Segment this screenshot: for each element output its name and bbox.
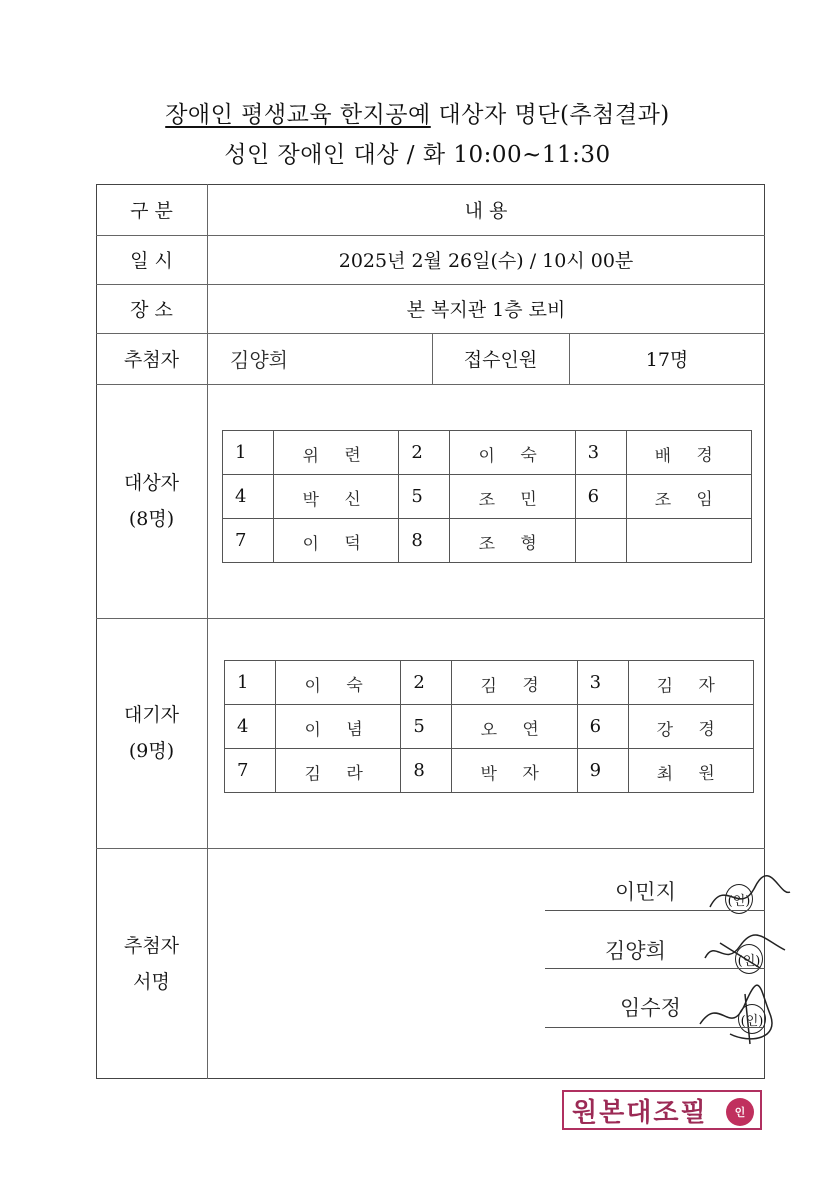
targets-grid [222, 430, 752, 563]
signature-label: 추첨자 서명 [123, 934, 180, 993]
target-number: 4 [223, 475, 274, 519]
waitlist-number: 5 [401, 705, 452, 749]
waitlist-row [225, 705, 754, 749]
waitlist-name: 김 라 [275, 747, 401, 793]
target-name: 조 민 [449, 473, 575, 519]
title-underlined: 장애인 평생교육 한지공예 [165, 102, 431, 128]
waitlist-name: 이 념 [275, 703, 401, 749]
target-number: 1 [223, 431, 274, 475]
waitlist-number: 6 [577, 705, 628, 749]
waitlist-name: 최 원 [628, 747, 754, 793]
target-row [223, 519, 752, 563]
waitlist-number: 9 [577, 749, 628, 793]
target-number [575, 519, 626, 563]
waitlist-name: 김 경 [451, 659, 577, 705]
document-title [0, 96, 835, 129]
target-row [223, 475, 752, 519]
target-name: 이 덕 [273, 517, 399, 563]
seal-mark-1: (인) [725, 884, 753, 914]
waitlist-row [225, 661, 754, 705]
applicants-label: 접수인원 [463, 349, 538, 371]
seal-mark-3: (인) [738, 1004, 766, 1034]
waitlist-number: 1 [225, 661, 276, 705]
signature-scribble-2 [700, 928, 790, 978]
target-name: 위 련 [273, 429, 399, 475]
header-content: 내 용 [464, 200, 508, 222]
waitlist-name: 김 자 [628, 659, 754, 705]
target-name [626, 517, 752, 563]
waitlist-number: 3 [577, 661, 628, 705]
target-name: 배 경 [626, 429, 752, 475]
target-name: 박 신 [273, 473, 399, 519]
target-name: 이 숙 [449, 429, 575, 475]
waitlist-row [225, 749, 754, 793]
target-number: 8 [399, 519, 450, 563]
drawer-value: 김양희 [230, 348, 288, 372]
waitlist-number: 8 [401, 749, 452, 793]
signature-scribble-3 [690, 984, 785, 1049]
datetime-label: 일 시 [130, 250, 173, 272]
signature-name-2: 김양희 [605, 939, 666, 963]
header-gubun: 구 분 [130, 200, 173, 222]
seal-mark-2: (인) [735, 944, 763, 974]
waitlist-name: 강 경 [628, 703, 754, 749]
place-label: 장 소 [130, 299, 173, 321]
datetime-value: 2025년 2월 26일(수) / 10시 00분 [338, 250, 634, 272]
title-rest: 대상자 명단(추첨결과) [430, 102, 670, 128]
waitlist-name: 이 숙 [275, 659, 401, 705]
waitlist-grid [224, 660, 754, 793]
targets-label: 대상자 (8명) [123, 472, 180, 530]
target-name: 조 임 [626, 473, 752, 519]
signature-name-1: 이민지 [615, 880, 676, 904]
target-number: 7 [223, 519, 274, 563]
target-number: 5 [399, 475, 450, 519]
place-value: 본 복지관 1층 로비 [406, 299, 566, 321]
target-number: 6 [575, 475, 626, 519]
target-row [223, 431, 752, 475]
signature-scribble-1 [705, 872, 795, 922]
waitlist-label: 대기자 (9명) [123, 704, 180, 762]
target-name: 조 형 [449, 517, 575, 563]
applicants-value: 17명 [645, 349, 689, 371]
certified-copy-stamp [562, 1090, 762, 1130]
document-subtitle: 성인 장애인 대상 / 화 10:00~11:30 [224, 142, 611, 168]
drawer-label: 추첨자 [123, 349, 180, 371]
waitlist-name: 오 연 [451, 703, 577, 749]
waitlist-number: 2 [401, 661, 452, 705]
target-number: 2 [399, 431, 450, 475]
stamp-seal: 인 [726, 1098, 754, 1126]
signature-name-3: 임수정 [620, 996, 681, 1020]
stamp-text: 원본대조필 [572, 1097, 708, 1128]
target-number: 3 [575, 431, 626, 475]
waitlist-number: 7 [225, 749, 276, 793]
waitlist-name: 박 자 [451, 747, 577, 793]
waitlist-number: 4 [225, 705, 276, 749]
